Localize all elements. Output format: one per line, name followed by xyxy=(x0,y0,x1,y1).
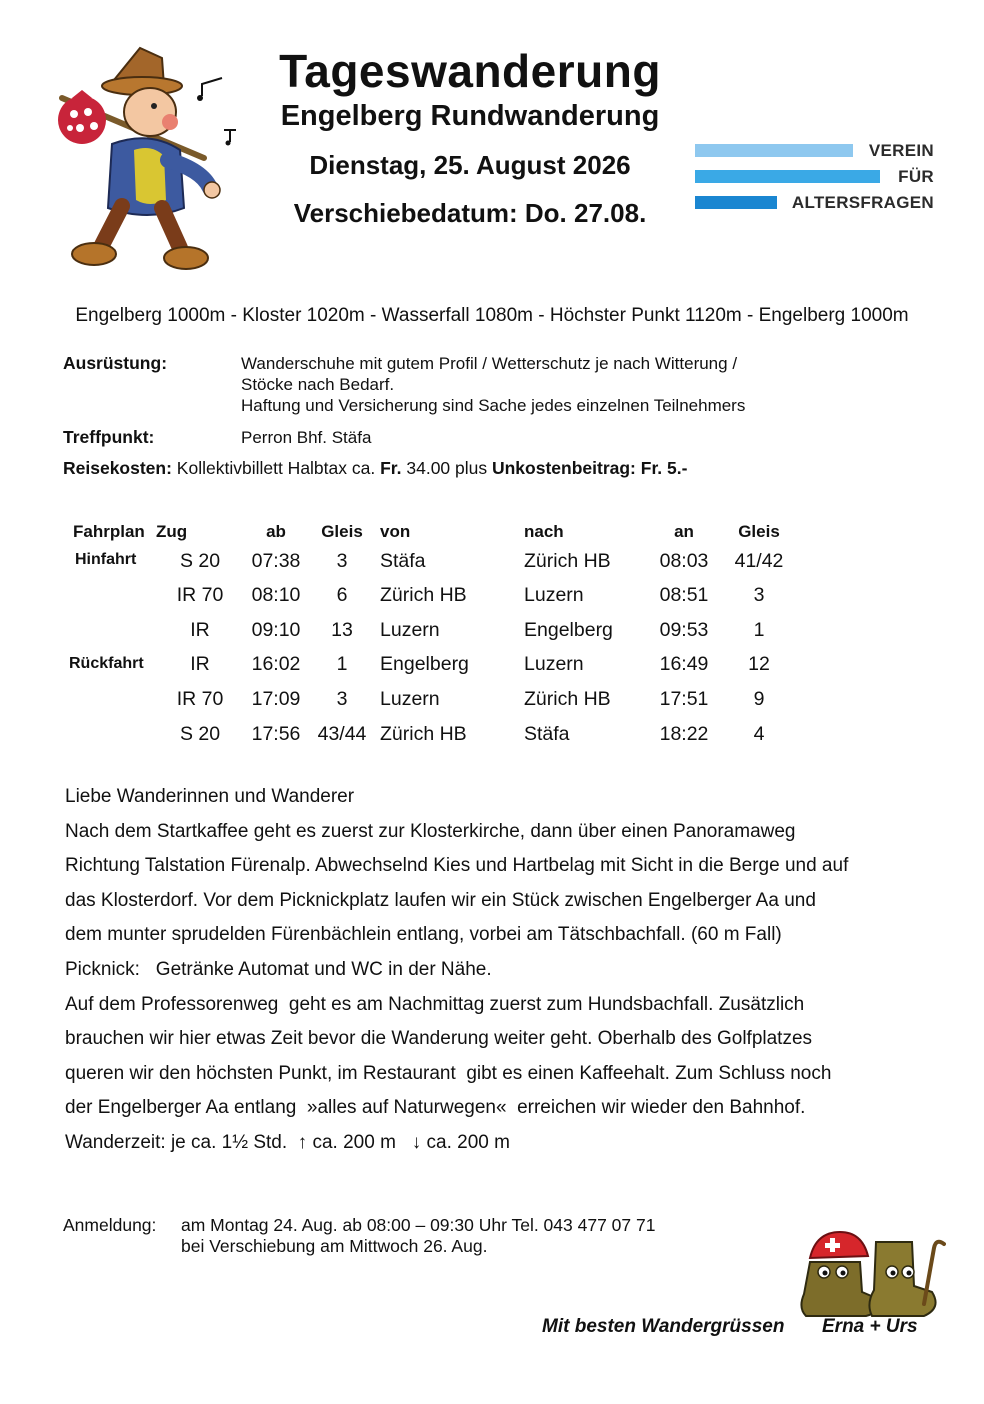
letter-line: queren wir den höchsten Punkt, im Restaurant gibt es einen Kaffeehalt. Zum Schluss noch xyxy=(65,1062,832,1084)
header-zug: Zug xyxy=(156,522,188,541)
alternate-date: Verschiebedatum: Do. 27.08. xyxy=(293,198,647,228)
header-fahrplan: Fahrplan xyxy=(73,522,145,541)
cell-gleis-ab: 13 xyxy=(331,619,353,641)
cost-text: Kollektivbillett Halbtax ca. xyxy=(171,458,381,478)
logo-bar-3 xyxy=(695,196,777,209)
cell-von: Stäfa xyxy=(380,550,426,572)
cell-ab: 08:10 xyxy=(251,584,301,606)
meeting-text: Perron Bhf. Stäfa xyxy=(241,428,372,447)
cell-an: 09:53 xyxy=(659,619,709,641)
header-nach: nach xyxy=(524,522,564,541)
letter-line: Nach dem Startkaffee geht es zuerst zur Klosterkirche, dann über einen Panoramaweg xyxy=(65,820,796,842)
cell-gleis-ab: 1 xyxy=(336,653,348,675)
logo-bar-1 xyxy=(695,144,853,157)
cell-von: Zürich HB xyxy=(380,723,467,745)
cost-amount: 34.00 plus xyxy=(401,458,492,478)
organization-logo xyxy=(695,140,940,215)
cell-zug: IR xyxy=(190,619,210,641)
header-an: an xyxy=(674,522,694,541)
letter-line: Picknick: Getränke Automat und WC in der Nähe. xyxy=(65,958,492,980)
header-gleis-ab: Gleis xyxy=(321,522,363,541)
logo-bar-2 xyxy=(695,170,880,183)
letter-line: Auf dem Professorenweg geht es am Nachmittag zuerst zum Hundsbachfall. Zusätzlich xyxy=(65,993,805,1015)
letter-body xyxy=(65,780,945,1161)
cell-zug: IR 70 xyxy=(176,584,224,606)
cost-currency: Fr. xyxy=(380,458,402,478)
cell-ab: 17:56 xyxy=(251,723,301,745)
cost-line xyxy=(63,458,687,479)
cost-label: Reisekosten: xyxy=(63,458,172,478)
cell-ab: 17:09 xyxy=(251,688,301,710)
header-von: von xyxy=(380,522,411,541)
cell-gleis-ab: 3 xyxy=(336,550,348,572)
cell-ab: 07:38 xyxy=(251,550,301,572)
cell-an: 16:49 xyxy=(659,653,709,675)
letter-line: Liebe Wanderinnen und Wanderer xyxy=(65,786,355,807)
cell-ab: 16:02 xyxy=(251,653,301,675)
route-description: Engelberg 1000m - Kloster 1020m - Wasserfall 1080m - Höchster Punkt 1120m - Engelberg 1000m xyxy=(75,305,909,326)
registration-text xyxy=(181,1215,655,1257)
page-title: Tageswanderung xyxy=(279,45,661,97)
equipment-text xyxy=(241,353,745,416)
cell-an: 17:51 xyxy=(659,688,709,710)
cell-ab: 09:10 xyxy=(251,619,301,641)
cell-gleis-an: 1 xyxy=(753,619,765,641)
cell-nach: Luzern xyxy=(524,584,584,606)
logo-text-3: ALTERSFRAGEN xyxy=(791,193,934,212)
closing-greeting: Mit besten Wandergrüssen xyxy=(542,1316,785,1337)
equipment-line: Haftung und Versicherung sind Sache jedes einzelnen Teilnehmers xyxy=(241,396,746,415)
cell-gleis-ab: 6 xyxy=(336,584,348,606)
signature-names: Erna + Urs xyxy=(822,1316,918,1337)
letter-line: das Klosterdorf. Vor dem Picknickplatz laufen wir ein Stück zwischen Engelberger Aa und xyxy=(65,889,816,911)
cell-zug: S 20 xyxy=(179,723,221,745)
cell-an: 18:22 xyxy=(659,723,709,745)
cell-gleis-an: 9 xyxy=(753,688,765,710)
cell-gleis-an: 4 xyxy=(753,723,765,745)
cell-nach: Zürich HB xyxy=(524,688,611,710)
registration-label: Anmeldung: xyxy=(63,1215,157,1235)
cell-an: 08:51 xyxy=(659,584,709,606)
registration-line: am Montag 24. Aug. ab 08:00 – 09:30 Uhr Tel. 043 477 07 71 xyxy=(181,1215,656,1235)
cell-gleis-an: 41/42 xyxy=(734,550,784,572)
equipment-line: Wanderschuhe mit gutem Profil / Wetterschutz je nach Witterung / xyxy=(241,354,738,373)
logo-text-2: FÜR xyxy=(898,167,934,186)
cell-von: Engelberg xyxy=(380,653,469,675)
letter-line: Richtung Talstation Fürenalp. Abwechselnd Kies und Hartbelag mit Sicht in die Berge und auf xyxy=(65,855,849,877)
equipment-line: Stöcke nach Bedarf. xyxy=(241,375,395,394)
event-date: Dienstag, 25. August 2026 xyxy=(309,150,631,180)
cell-nach: Luzern xyxy=(524,653,584,675)
cell-von: Luzern xyxy=(380,619,440,641)
cell-zug: IR xyxy=(190,653,210,675)
header-ab: ab xyxy=(266,522,286,541)
letter-line: Wanderzeit: je ca. 1½ Std. ↑ ca. 200 m ↓ ca. 200 m xyxy=(65,1131,510,1153)
header-gleis-an: Gleis xyxy=(738,522,780,541)
logo-text-1: VEREIN xyxy=(868,141,934,160)
letter-line: brauchen wir hier etwas Zeit bevor die Wanderung weiter geht. Oberhalb des Golfplatzes xyxy=(65,1028,813,1050)
cell-nach: Stäfa xyxy=(524,723,570,745)
cell-nach: Engelberg xyxy=(524,619,613,641)
cell-gleis-an: 3 xyxy=(753,584,765,606)
cell-von: Zürich HB xyxy=(380,584,467,606)
hiking-boots-illustration xyxy=(796,1228,946,1324)
section-hinfahrt: Hinfahrt xyxy=(75,551,137,568)
letter-line: der Engelberger Aa entlang »alles auf Naturwegen« erreichen wir wieder den Bahnhof. xyxy=(65,1097,806,1119)
cell-gleis-an: 12 xyxy=(748,653,770,675)
section-rueckfahrt: Rückfahrt xyxy=(69,655,144,672)
meeting-label: Treffpunkt: xyxy=(63,427,155,447)
hiker-illustration xyxy=(52,40,242,275)
cell-nach: Zürich HB xyxy=(524,550,611,572)
cell-von: Luzern xyxy=(380,688,440,710)
registration-line: bei Verschiebung am Mittwoch 26. Aug. xyxy=(181,1236,488,1256)
cell-gleis-ab: 3 xyxy=(336,688,348,710)
cell-an: 08:03 xyxy=(659,550,709,572)
equipment-label: Ausrüstung: xyxy=(63,353,168,373)
fee-label: Unkostenbeitrag: Fr. 5.- xyxy=(491,458,688,478)
letter-line: dem munter sprudelden Fürenbächlein entlang, vorbei am Tätschbachfall. (60 m Fall) xyxy=(65,924,782,946)
page-subtitle: Engelberg Rundwanderung xyxy=(280,100,660,132)
cell-gleis-ab: 43/44 xyxy=(317,723,367,745)
cell-zug: IR 70 xyxy=(176,688,224,710)
cell-zug: S 20 xyxy=(179,550,221,572)
